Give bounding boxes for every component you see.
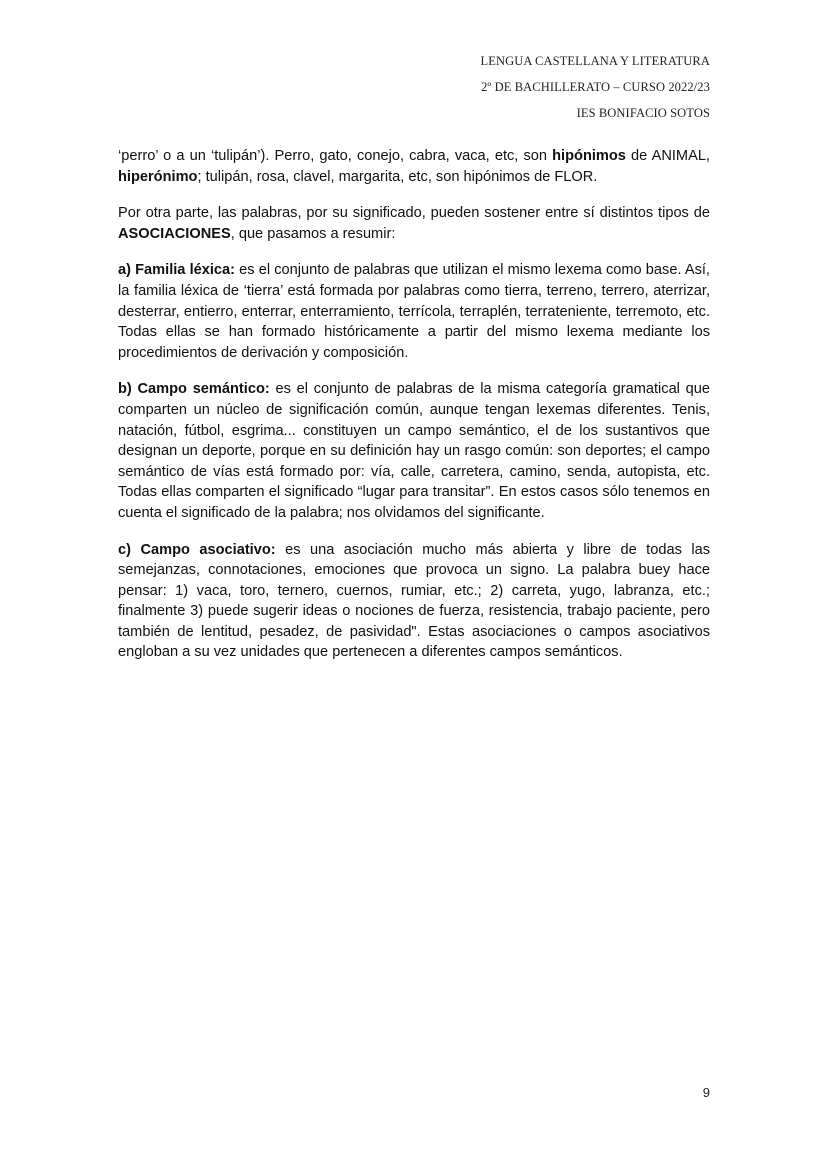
- text: Por otra parte, las palabras, por su significado, pueden sostener entre sí distintos tipos de: [118, 205, 710, 222]
- page-number: 9: [702, 1085, 710, 1100]
- text: es el conjunto de palabras de la misma categoría gramatical que comparten un núcleo de significación común, aunque tengan lexemas diferentes. Tenis, natación, fútbol, esgrima... constituyen un campo semántico, el de los sustantivos que designan un deporte, porque en su definición hay un rasgo común: son deportes; el campo semántico de vías está formado por: vía, calle, carretera, camino, senda, autopista, etc. Todas ellas comparten el significado “lugar para transitar”. En estos casos sólo tenemos en cuenta el significado de la palabra; nos olvidamos del significante.: [118, 381, 711, 521]
- bold-term: hiperónimo: [118, 168, 198, 185]
- section-heading: a) Familia léxica:: [118, 262, 235, 279]
- paragraph-lexical-family: [118, 260, 710, 363]
- text: ; tulipán, rosa, clavel, margarita, etc, son hipónimos de FLOR.: [197, 168, 598, 185]
- header-subject: LENGUA CASTELLANA Y LITERATURA: [480, 54, 710, 68]
- paragraph-associations: [118, 203, 710, 244]
- text: es una asociación mucho más abierta y libre de todas las semejanzas, connotaciones, emociones que provoca un signo. La palabra buey hace pensar: 1) vaca, toro, ternero, cuernos, rumiar, etc.; 2) carreta, yugo, labranza, etc.; finalmente 3) puede sugerir ideas o nociones de fuerza, resistencia, trabajo paciente, pero también de lentitud, pesadez, de pasividad". Estas asociaciones o campos asociativos engloban a su vez unidades que pertenecen a diferentes campos semánticos.: [118, 541, 710, 661]
- paragraph-hyponyms: [118, 146, 710, 187]
- text: de ANIMAL,: [625, 148, 710, 164]
- text: , que pasamos a resumir:: [230, 225, 396, 242]
- header-school: IES BONIFACIO SOTOS: [576, 106, 710, 120]
- header-course: 2º DE BACHILLERATO – CURSO 2022/23: [481, 80, 710, 94]
- section-heading: b) Campo semántico:: [118, 381, 270, 398]
- page-header: [481, 48, 711, 126]
- text: es el conjunto de palabras que utilizan el mismo lexema como base. Así, la familia léxica de ‘tierra’ está formada por palabras como tierra, terreno, terrero, aterrizar, desterrar, entierro, enterrar, enterramiento, terrícola, terraplén, terrateniente, terremoto, etc. Todas ellas se han formado históricamente a partir del mismo lexema mediante los procedimientos de derivación y composición.: [118, 262, 710, 361]
- document-body: [118, 146, 710, 679]
- section-heading: c) Campo asociativo:: [118, 541, 276, 558]
- bold-term: hipónimos: [552, 148, 626, 164]
- text: ‘perro’ o a un ‘tulipán’). Perro, gato, conejo, cabra, vaca, etc, son: [118, 148, 553, 164]
- bold-term: ASOCIACIONES: [118, 225, 231, 242]
- paragraph-semantic-field: [118, 379, 710, 523]
- paragraph-associative-field: [118, 540, 710, 664]
